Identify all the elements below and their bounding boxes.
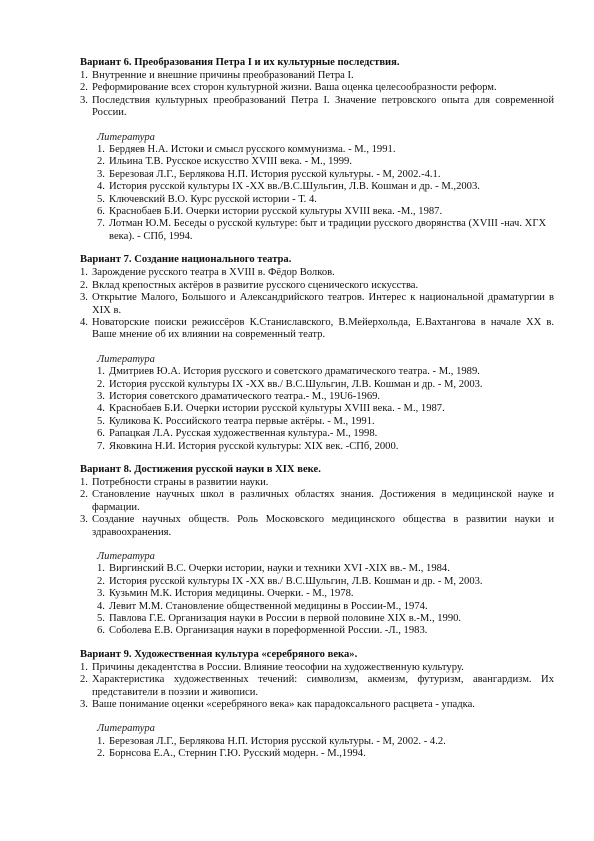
task-item [80, 662, 554, 674]
literature-text: История русской культуры IX -XX вв./ В.С.Шульгин, Л.В. Кошман и др. - М, 2003. [109, 575, 483, 587]
task-number: 1. [80, 70, 88, 81]
variant-title: Вариант 8. Достижения русской науки в XIX веке. [80, 463, 321, 475]
task-number: 1. [80, 661, 88, 673]
literature-item [97, 194, 554, 206]
literature-item [97, 601, 554, 613]
literature-heading: Литература [97, 723, 155, 735]
literature-number: 1. [97, 735, 105, 747]
literature-item [97, 181, 554, 193]
task-number: 3. [80, 94, 88, 106]
task-text: Открытие Малого, Большого и Александрийского театров. Интерес к национальной драматургии в XIX в. [92, 292, 554, 316]
literature-item [97, 156, 554, 168]
literature-list [97, 563, 554, 637]
literature-text: Яковкина Н.И. История русской культуры: XIX век. -СПб, 2000. [109, 440, 399, 452]
task-list [80, 477, 554, 539]
literature-item [97, 218, 554, 243]
literature-number: 5. [97, 613, 105, 625]
task-item [80, 267, 554, 279]
literature-item [97, 588, 554, 600]
task-item [80, 292, 554, 317]
task-text: Зарождение русского театра в XVIII в. Фёдор Волков. [92, 267, 335, 279]
task-item [80, 82, 554, 94]
literature-item [97, 428, 554, 440]
literature-item [97, 563, 554, 575]
task-list [80, 267, 554, 341]
literature-item [97, 625, 554, 637]
literature-text: Бердяев Н.А. Истоки и смысл русского коммунизма. - М., 1991. [109, 144, 396, 156]
task-text: Ваше понимание оценки «серебряного века» как парадоксального расцвета - упадка. [92, 699, 475, 711]
task-text: Становление научных школ в различных областях знания. Достижения в медицинской науке и фармации. [92, 489, 554, 513]
literature-number: 2. [97, 575, 105, 587]
literature-number: 2. [97, 748, 105, 760]
literature-item [97, 416, 554, 428]
literature-item [97, 613, 554, 625]
literature-number: 5. [97, 193, 105, 205]
literature-text: Кузьмин М.К. История медицины. Очерки. - М., 1978. [109, 588, 354, 600]
variant-title: Вариант 9. Художественная культура «серебряного века». [80, 648, 358, 660]
variant-title: Вариант 7. Создание национального театра. [80, 254, 292, 266]
task-text: Новаторские поиски режиссёров К.Станиславского, В.Мейерхольда, Е.Вахтангова в начале XX в. Ваше мнение об их влиянии на современный театр. [92, 316, 554, 341]
task-item [80, 95, 554, 120]
task-number: 1. [80, 476, 88, 488]
literature-number: 1. [97, 366, 105, 378]
literature-item [97, 576, 554, 588]
literature-text: Дмитриев Ю.А. История русского и советского драматического театра. - М., 1989. [109, 366, 480, 378]
literature-number: 4. [97, 403, 105, 415]
literature-heading: Литература [97, 551, 155, 562]
literature-number: 3. [97, 588, 105, 600]
literature-text: Павлова Г.Е. Организация науки в России в первой половине XIX в.-М., 1990. [109, 613, 462, 625]
literature-text: Куликова К. Российского театра первые актёры. - М., 1991. [109, 415, 375, 427]
variant-7 [80, 253, 554, 453]
task-text: Характеристика художественных течений: символизм, акмеизм, футуризм, авангардизм. Их представители в поэзии и живописи. [92, 674, 554, 698]
task-item [80, 489, 554, 514]
variant-9 [80, 648, 554, 761]
literature-number: 3. [97, 168, 105, 180]
section-gap [80, 453, 554, 463]
literature-list [97, 366, 554, 453]
task-item [80, 674, 554, 699]
task-text: Потребности страны в развитии науки. [92, 476, 269, 488]
literature-text: Рапацкая Л.А. Русская художественная культура.- М., 1998. [109, 428, 378, 440]
literature-number: 6. [97, 206, 105, 218]
literature-item [97, 206, 554, 218]
literature-number: 6. [97, 428, 105, 440]
section-gap [80, 243, 554, 253]
task-item [80, 514, 554, 539]
literature-text: История русской культуры IX -XX вв./В.С.Шульгин, Л.В. Кошман и др. - М.,2003. [109, 181, 480, 193]
literature-text: История русской культуры IX -XX вв./ В.С.Шульгин, Л.В. Кошман и др. - М, 2003. [109, 378, 483, 390]
task-item [80, 477, 554, 489]
literature-number: 6. [97, 625, 105, 637]
task-number: 2. [80, 674, 88, 686]
literature-number: 1. [97, 144, 105, 156]
literature-item [97, 403, 554, 415]
task-text: Внутренние и внешние причины преобразований Петра I. [92, 70, 354, 81]
literature-text: Краснобаев Б.И. Очерки истории русской культуры XVIII века. -М., 1987. [109, 206, 443, 218]
task-number: 3. [80, 292, 88, 304]
literature-item [97, 169, 554, 181]
task-list [80, 70, 554, 120]
literature-number: 4. [97, 600, 105, 612]
literature-list [97, 736, 554, 761]
literature-number: 3. [97, 390, 105, 402]
literature-number: 1. [97, 563, 105, 575]
literature-item [97, 144, 554, 156]
literature-item [97, 736, 554, 748]
task-text: Создание научных обществ. Роль Московского медицинского общества в развитии науки и здравоохранения. [92, 514, 554, 538]
task-item [80, 70, 554, 82]
literature-text: Борнсова Е.А., Стернин Г.Ю. Русский модерн. - М.,1994. [109, 748, 366, 760]
task-number: 3. [80, 514, 88, 526]
literature-number: 7. [97, 440, 105, 452]
variant-8 [80, 463, 554, 638]
literature-number: 2. [97, 378, 105, 390]
literature-number: 2. [97, 156, 105, 168]
literature-text: Виргинский В.С. Очерки истории, науки и техники XVI -XIX вв.- М., 1984. [109, 563, 450, 575]
task-number: 1. [80, 267, 88, 279]
task-item [80, 317, 554, 342]
task-number: 3. [80, 699, 88, 711]
task-text: Вклад крепостных актёров в развитие русского сценического искусства. [92, 279, 419, 291]
literature-item [97, 391, 554, 403]
literature-item [97, 366, 554, 378]
task-number: 2. [80, 489, 88, 501]
literature-heading: Литература [97, 353, 155, 365]
variant-title: Вариант 6. Преобразования Петра I и их культурные последствия. [80, 57, 400, 68]
literature-text: Краснобаев Б.И. Очерки истории русской культуры XVIII века. - М., 1987. [109, 403, 445, 415]
literature-number: 4. [97, 181, 105, 193]
literature-text: Ильина Т.В. Русское искусство XVIII века. - М., 1999. [109, 156, 352, 168]
literature-text: Ключевский В.О. Курс русской истории - Т. 4. [109, 193, 317, 205]
task-text: Последствия культурных преобразований Петра I. Значение петровского опыта для современной России. [92, 94, 554, 119]
literature-item [97, 748, 554, 760]
task-item [80, 280, 554, 292]
literature-heading: Литература [97, 131, 155, 143]
task-number: 2. [80, 279, 88, 291]
literature-item [97, 379, 554, 391]
literature-text: Левит М.М. Становление общественной медицины в России-М., 1974. [109, 600, 428, 612]
literature-text: Соболева Е.В. Организация науки в пореформенной России. -Л., 1983. [109, 625, 428, 637]
task-item [80, 699, 554, 711]
literature-text: Березовая Л.Г., Берлякова Н.П. История русской культуры. - М, 2002. - 4.2. [109, 735, 446, 747]
task-list [80, 662, 554, 712]
literature-list [97, 144, 554, 243]
literature-text: История советского драматического театра.- М., 19U6-1969. [109, 390, 381, 402]
literature-number: 7. [97, 218, 105, 230]
task-text: Реформирование всех сторон культурной жизни. Ваша оценка целесообразности реформ. [92, 82, 497, 94]
task-number: 4. [80, 316, 88, 328]
literature-text: Лотман Ю.М. Беседы о русской культуре: быт и традиции русского дворянства (XVIII -нач. XГX века). - СПб, 1994. [109, 218, 547, 242]
section-gap [80, 638, 554, 648]
literature-item [97, 441, 554, 453]
literature-text: Березовая Л.Г., Берлякова Н.П. История русской культуры. - М, 2002.-4.1. [109, 168, 441, 180]
variant-6 [80, 56, 554, 243]
literature-number: 5. [97, 415, 105, 427]
task-text: Причины декадентства в России. Влияние теософии на художественную культуру. [92, 661, 464, 673]
task-number: 2. [80, 82, 88, 94]
